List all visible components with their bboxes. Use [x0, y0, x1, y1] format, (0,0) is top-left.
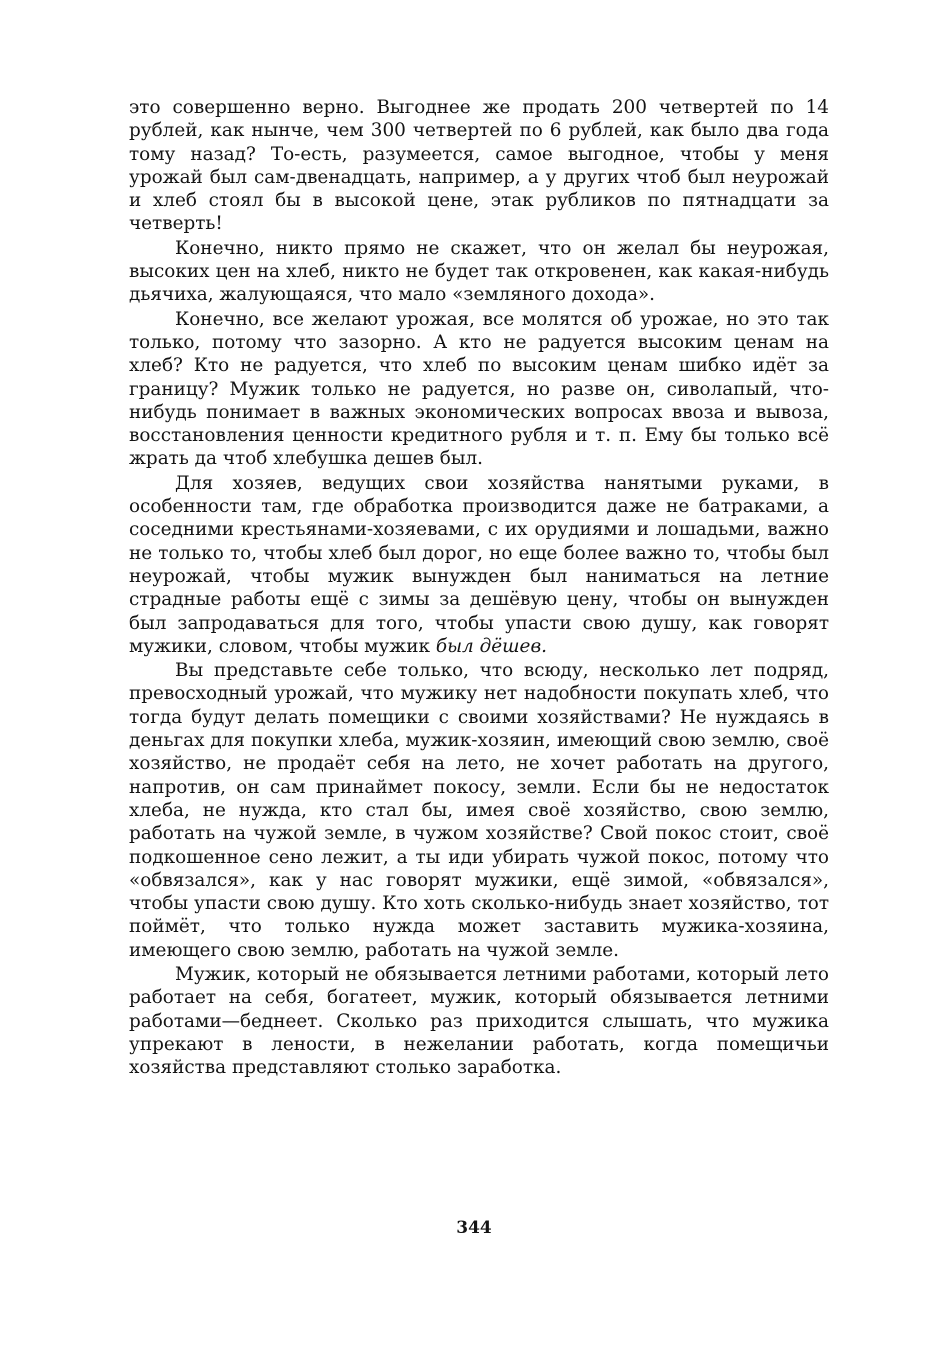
page-number: 344 — [456, 1218, 492, 1238]
body-text — [129, 96, 829, 1079]
paragraph-4 — [129, 472, 829, 658]
paragraph-2: Конечно, никто прямо не скажет, что он желал бы неурожая, высоких цен на хлеб, никто не будет так откровенен, как какая-нибудь дьячиха, жалующаяся, что мало «земляного дохода». — [129, 237, 829, 306]
paragraph-1: это совершенно верно. Выгоднее же продать 200 четвертей по 14 рублей, как нынче, чем 300 четвертей по 6 рублей, как было два года тому назад? То-есть, разумеется, самое выгодное, чтобы у меня урожай был сам-двенадцать, например, а у других чтоб был неурожай и хлеб стоял бы в высокой цене, этак рубликов по пятнадцати за четверть! — [129, 97, 829, 235]
paragraph-5: Вы представьте себе только, что всюду, несколько лет подряд, превосходный урожай, что мужику нет надобности покупать хлеб, что тогда будут делать помещики с своими хозяйствами? Не нуждаясь в деньгах для покупки хлеба, мужик-хозяин, имеющий свою землю, своё хозяйство, не продаёт себя на лето, не хочет работать на другого, напротив, он сам принаймет покосу, земли. Если бы не недостаток хлеба, не нужда, кто стал бы, имея своё хозяйство, свою землю, работать на чужой земле, в чужом хозяйстве? Свой покос стоит, своё подкошенное сено лежит, а ты иди убирать чужой покос, потому что «обвязался», как у нас говорят мужики, ещё зимой, «обвязался», чтобы упасти свою душу. Кто хоть сколько-нибудь знает хозяйство, тот поймёт, что только нужда может заставить мужика-хозяина, имеющего свою землю, работать на чужой земле. — [129, 660, 829, 961]
paragraph-4-text: Для хозяев, ведущих свои хозяйства нанятыми руками, в особенности там, где обработка производится даже не батраками, а соседними крестьянами-хозяевами, с их орудиями и лошадьми, важно не только то, чтобы хлеб был дорог, но еще более важно то, чтобы был неурожай, чтобы мужик вынужден был наниматься на летние страдные работы ещё с зимы за дешёвую цену, чтобы он вынужден был запродаваться для того, чтобы упасти свою душу, как говорят мужики, словом, чтобы мужик — [129, 472, 829, 657]
paragraph-3: Конечно, все желают урожая, все молятся об урожае, но это так только, потому что зазорно. А кто не радуется высоким ценам на хлеб? Кто не радуется, что хлеб по высоким ценам шибко идёт за границу? Мужик только не радуется, но разве он, сиволапый, что-нибудь понимает в важных экономических вопросах ввоза и вывоза, восстановления ценности кредитного рубля и т. п. Ему бы только всё жрать да чтоб хлебушка дешев был. — [129, 308, 829, 470]
paragraph-4-italic: был дёшев. — [435, 635, 547, 657]
paragraph-6: Мужик, который не обязывается летними работами, который лето работает на себя, богатеет, мужик, который обязывается летними работами—беднеет. Сколько раз приходится слышать, что мужика упрекают в лености, в нежелании работать, когда помещичьи хозяйства представляют столько заработка. — [129, 963, 829, 1079]
